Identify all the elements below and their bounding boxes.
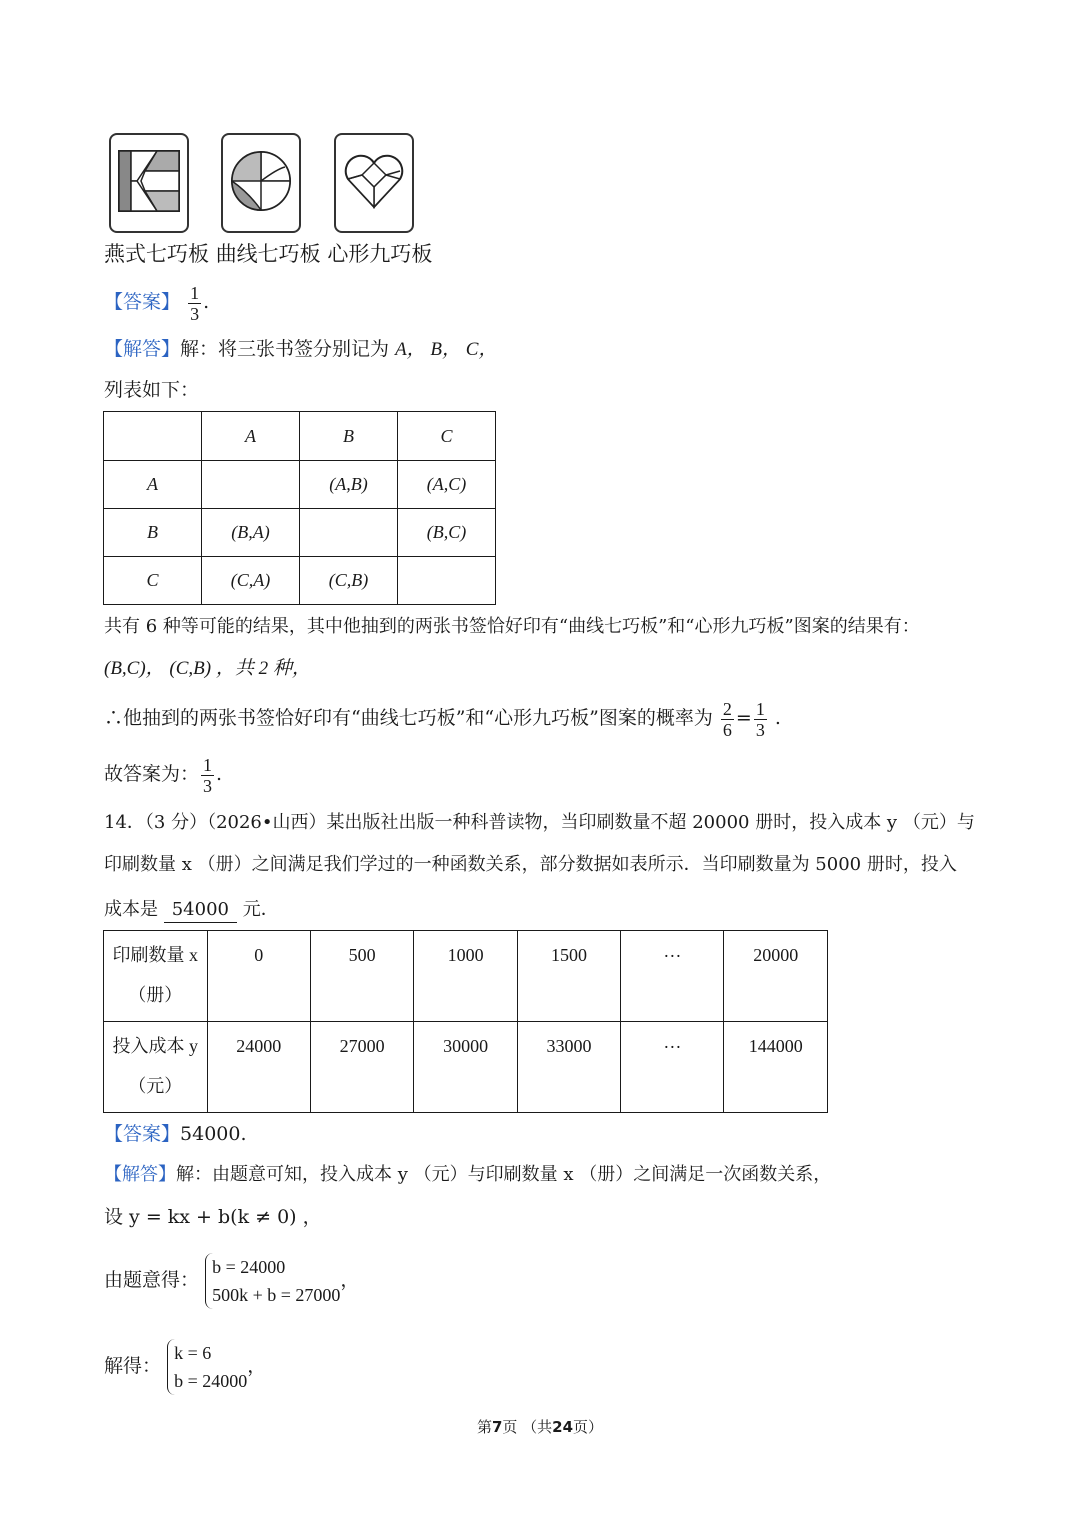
table-cell [202, 461, 300, 509]
solution-tag: 【解答】 [104, 338, 181, 360]
table-cell: 0 [207, 931, 310, 1022]
table-cell: 500 [310, 931, 413, 1022]
table-cell: 24000 [207, 1022, 310, 1113]
q14-solution-line2: 设 y = kx + b(k ≠ 0) ， [104, 1206, 322, 1228]
q13-solution: 【解答】解：将三张书签分别记为 A， B， C， [104, 338, 498, 360]
q13-table [103, 411, 496, 605]
prob-fraction-1: $\frac{2}{6}$ [722, 698, 732, 740]
table-cell: … [621, 931, 724, 1022]
q13-result-pairs: (B,C)， (C,B) ，共 2 种， [104, 658, 311, 679]
tangram-label-2: 曲线七巧板 [215, 242, 321, 266]
q14-system-1: 由题意得： b = 24000 500k + b = 27000 ， [104, 1250, 359, 1310]
q13-result-line: 共有 6 种等可能的结果，其中他抽到的两张书签恰好印有“曲线七巧板”和“心形九巧板”图案的结果有： [104, 616, 920, 637]
page-number: 7 [491, 1418, 503, 1436]
curve-tangram-icon [221, 133, 301, 233]
q14-stem-line2: 印刷数量 x （册）之间满足我们学过的一种函数关系，部分数据如表所示．当印刷数量为 5000 册时，投入 [104, 854, 957, 875]
table-cell: 33000 [517, 1022, 620, 1113]
q13-final-answer: 故答案为： $\frac{1}{3}$ . [104, 754, 223, 796]
table-cell: (A,B) [300, 461, 398, 509]
q14-answer: 【答案】54000. [104, 1123, 247, 1145]
table-cell: (A,C) [398, 461, 496, 509]
page-footer: 第7页 （共24页） [476, 1418, 604, 1436]
q14-table [103, 930, 828, 1113]
table-cell: (B,C) [398, 509, 496, 557]
table-cell: 27000 [310, 1022, 413, 1113]
q13-answer: 【答案】 $\frac{1}{3}$ . [104, 282, 210, 324]
table-cell [398, 557, 496, 605]
table-cell: 144000 [724, 1022, 828, 1113]
prob-fraction-2: $\frac{1}{3}$ [755, 698, 765, 740]
table-header: A [202, 412, 300, 461]
table-cell: C [104, 557, 202, 605]
tangram-label-1: 燕式七巧板 [104, 242, 209, 266]
equation-system: b = 24000 500k + b = 27000 [205, 1253, 340, 1309]
q14-stem-line3: 成本是 54000 元． [104, 898, 279, 923]
row-header-x: 印刷数量 x （册） [104, 931, 208, 1022]
solution-vars: A， B， C， [395, 339, 498, 360]
tangram-label-3: 心形九巧板 [327, 242, 433, 266]
table-cell: (C,A) [202, 557, 300, 605]
page-total: 24 [552, 1418, 574, 1436]
heart-tangram-icon [334, 133, 414, 233]
table-cell: (C,B) [300, 557, 398, 605]
swallow-tangram-icon [109, 133, 189, 233]
q13-probability: ∴他抽到的两张书签恰好印有“曲线七巧板”和“心形九巧板”图案的概率为 $\frac{2}{6}$ = $\frac{1}{3}$ . [104, 698, 781, 740]
table-header: C [398, 412, 496, 461]
table-cell: 30000 [414, 1022, 517, 1113]
table-cell [300, 509, 398, 557]
answer-fraction: $\frac{1}{3}$ [190, 282, 200, 324]
table-cell: B [104, 509, 202, 557]
table-header: B [300, 412, 398, 461]
table-cell: 20000 [724, 931, 828, 1022]
q13-list-intro: 列表如下： [104, 379, 200, 401]
table-cell: … [621, 1022, 724, 1113]
final-fraction: $\frac{1}{3}$ [203, 754, 213, 796]
table-cell: 1000 [414, 931, 517, 1022]
answer-blank: 54000 [164, 898, 237, 923]
answer-tag: 【答案】 [104, 1123, 181, 1145]
table-cell: A [104, 461, 202, 509]
q14-system-2: 解得： k = 6 b = 24000 ， [104, 1336, 266, 1396]
answer-tag: 【答案】 [104, 291, 181, 313]
solution-system: k = 6 b = 24000 [167, 1339, 247, 1395]
q14-stem-line1: 14．（3 分）（2026•山西）某出版社出版一种科普读物，当印刷数量不超 20000 册时，投入成本 y （元）与 [104, 812, 975, 833]
table-cell [104, 412, 202, 461]
tangram-labels [104, 242, 432, 266]
q14-solution-line1: 【解答】解：由题意可知，投入成本 y （元）与印刷数量 x （册）之间满足一次函数关系， [104, 1164, 832, 1185]
row-header-y: 投入成本 y （元） [104, 1022, 208, 1113]
table-cell: 1500 [517, 931, 620, 1022]
solution-tag: 【解答】 [104, 1164, 176, 1185]
table-cell: (B,A) [202, 509, 300, 557]
